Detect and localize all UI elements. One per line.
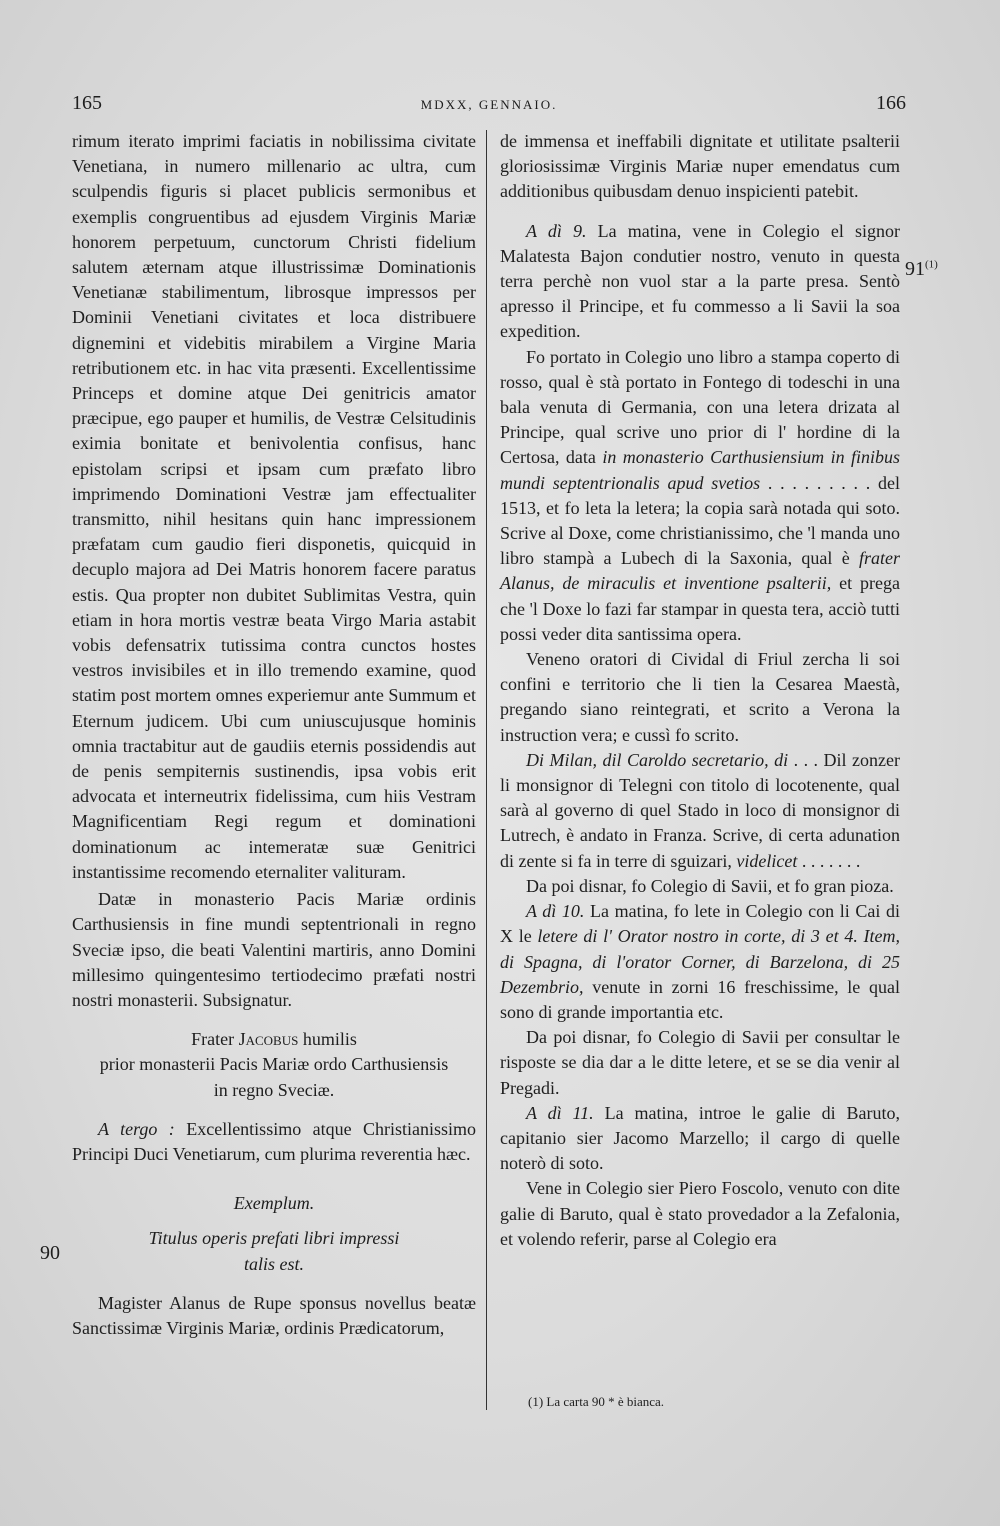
paragraph-text: La matina, vene in Colegio el signor Malatesta Bajon condutier nostro, venuto in questa terra perchè non vuol star a la parte presa. Sentò apresso il Principe, et fu commesso a li Savii la soa expedition.: [500, 220, 900, 342]
paragraph: Veneno oratori di Cividal di Friul zercha li soi confini e territorio che li tien la Cesarea Maestà, pregando siano reintegrati, et scrito a Verona la instruction vera; e cussì fo scrito.: [500, 649, 900, 745]
paragraph: Da poi disnar, fo Colegio di Savii, et fo gran pioza.: [526, 875, 894, 896]
italic-text: frater Alanus, de miraculis et inventione psalterii,: [500, 548, 900, 594]
title-text: talis est.: [243, 1253, 304, 1274]
paragraph: de immensa et ineffabili dignitate et utilitate psalterii gloriosissimæ Virginis Mariæ nuper emendatus cum additionibus quibusdam denuo inspicienti patebit.: [500, 131, 900, 202]
ellipsis: . . . . . . .: [797, 850, 861, 871]
page-number-left: 165: [72, 92, 102, 114]
signature-line: [72, 1027, 476, 1052]
paragraph-text: La matina, introe le galie di Baruto, capitanio sier Jacomo Marzello; il cargo di quelle noterò di soto.: [500, 1102, 900, 1174]
signature-line: prior monasterii Pacis Mariæ ordo Carthusiensis: [99, 1054, 449, 1075]
title-text: Titulus operis prefati libri impressi: [148, 1228, 400, 1249]
paragraph: Vene in Colegio sier Piero Foscolo, venuto con dite galie di Baruto, qual è stato provedador a la Zefalonia, et volendo referir, parse al Colegio era: [500, 1178, 900, 1249]
running-header: [72, 92, 906, 120]
column-divider: [486, 130, 487, 1410]
date-label: A dì 11.: [526, 1102, 594, 1123]
title-line: [72, 1252, 476, 1277]
paragraph-tergo: [72, 1117, 476, 1167]
date-label: A dì 10.: [526, 901, 585, 922]
paragraph: Datæ in monasterio Pacis Mariæ ordinis Carthusiensis in fine mundi septentrionali in regno Sveciæ ipso, die beati Valentini martiris, anno Domini millesimo quingentesimo tertiodecimo præfati nostri nostri monasterii. Subsignatur.: [72, 889, 476, 1010]
signature-name: Jacobus: [238, 1029, 299, 1050]
paragraph: [500, 748, 900, 874]
paragraph-text: Fo portato in Colegio uno libro a stampa coperto di rosso, qual è stà portato in Fontego di todeschi in una bala venuta di Germania, con una letera drizata al Principe, qual scrive uno prior di l' hordine di la Certosa, data: [500, 346, 900, 468]
italic-text: videlicet: [736, 850, 798, 871]
signature-line: in regno Sveciæ.: [213, 1079, 335, 1100]
section-heading: [72, 1191, 476, 1216]
date-label: A dì 9.: [526, 220, 587, 241]
signature-text: humilis: [298, 1029, 357, 1050]
footnote: (1) La carta 90 * è bianca.: [528, 1394, 665, 1409]
margin-number-value: 91: [905, 258, 925, 280]
paragraph: [500, 345, 900, 647]
paragraph: [500, 899, 900, 1025]
margin-number-left: 90: [40, 1242, 60, 1264]
paragraph: Da poi disnar, fo Colegio di Savii per consultar le risposte se dia dar a le ditte letere, et se se dia venir al Pregadi.: [500, 1027, 900, 1098]
right-column: [500, 129, 900, 1252]
paragraph: [500, 219, 900, 345]
paragraph-text: venute in zorni 16 freschissime, le qual sono di grande importantia etc.: [500, 976, 900, 1022]
italic-text: Di Milan, dil Caroldo secretario, di: [526, 749, 789, 770]
margin-number-right: [905, 258, 938, 281]
paragraph: Magister Alanus de Rupe sponsus novellus beatæ Sanctissimæ Virginis Mariæ, ordinis Prædicatorum,: [72, 1292, 476, 1338]
left-column: [72, 129, 476, 1341]
exemplum-heading: Exemplum.: [233, 1193, 315, 1214]
paragraph-text: et prega che 'l Doxe lo fazi far stampar in questa tera, acciò tutti possi veder dita santissima opera.: [500, 573, 900, 644]
running-title: MDXX, GENNAIO.: [420, 97, 558, 112]
page-number-right: 166: [876, 92, 906, 114]
signature-text: Frater: [191, 1029, 235, 1050]
title-line: [72, 1226, 476, 1251]
paragraph-text: . . . Dil zonzer li monsignor di Telegni con titolo di locotenente, qual sarà al governo di quel Stado in loco di monsignor di Lutrech, è andato in Franza. Scrive, di certa adunation di zente si fa in terre di sguizari,: [500, 749, 900, 871]
italic-text: letere di l' Orator nostro in corte, di 3 et 4. Item, di Spagna, di l'orator Corner, di Barzelona, di 25 Dezembrio,: [500, 926, 900, 997]
footnote-marker: (1): [925, 258, 938, 271]
paragraph: [500, 1101, 900, 1177]
tergo-text: Excellentissimo atque Christianissimo Principi Duci Venetiarum, cum plurima reverentia hæc.: [72, 1118, 476, 1164]
tergo-label: A tergo :: [98, 1118, 175, 1139]
paragraph-text: . . . . . . . . . del 1513, et fo leta la letera; la copia sarà notada qui soto. Scrive al Doxe, come christianissimo, che 'l manda uno libro stampà a Lubech di la Saxonia, qual è: [500, 472, 900, 569]
italic-text: in monasterio Carthusiensium in finibus mundi septentrionalis apud svetios: [500, 447, 901, 493]
paragraph-text: La matina, fo lete in Colegio con li Cai di X le: [500, 901, 900, 947]
paragraph: rimum iterato imprimi faciatis in nobilissima civitate Venetiana, in numero millenario ac ultra, cum sculpendis figuris si placet publicis sermonibus et exemplis congruentibus ad ejusdem Virginis Mariæ honorem perpetuum, cunctorum Christi fidelium salutem æternam atque illustrissimæ Dominationis Venetianæ stabilimentum, librosque impressos per Dominii Venetiani civitates et loca distribuere dignemini et videbitis mirabilem a Virgine Maria retributionem etc. in hac vita præsenti. Excellentissime Princeps et domine atque Dei genitricis amator præcipue, ego pauper et humilis, de Vestræ Celsitudinis eximia bonitate et benivolentia confisus, hanc epistolam scripsi et ipsam cum præfato libro imprimendo Dominationi Vestræ jam effectualiter transmitto, nihil hesitans quin hanc impressionem præfatam cum gaudio fieri disponetis, quicquid in decuplo majora ad Dei Matris honorem facere paratus estis. Qua propter non dubitet Sublimitas Vestra, quin etiam in hora mortis vestræ beata Virgo Maria astabit vobis defensatrix tutissima contra cunctos hostes vestros invisibiles et in illo tremendo examine, quod statim post mortem omnes experiemur ante Summum et Eternum judicem. Ubi cum uniuscujusque hominis omnia tractabitur aut de gaudiis eternis possidendis aut de penis sempiternis sustinendis, ipsa vobis erit advocata et interneutrix fidelissima, cum hiis Vestram Magnificentiam Regi regum et dominationi dominationum ac intemeratæ suæ Genitrici instantissime recomendo eternaliter valituram.: [72, 131, 476, 882]
